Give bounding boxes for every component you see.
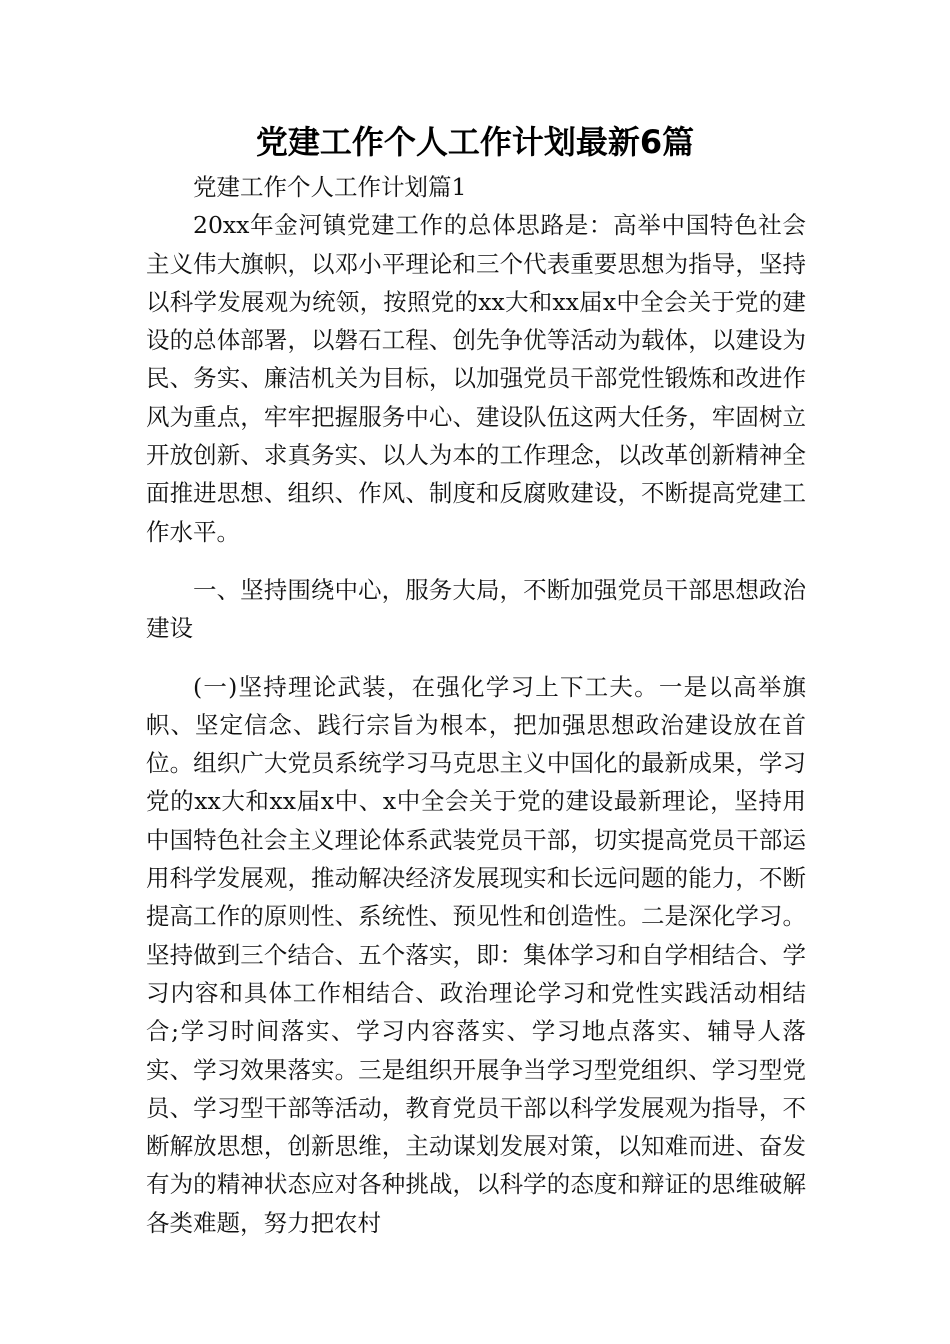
document-body (146, 168, 806, 1242)
paragraph-overview: 20xx年金河镇党建工作的总体思路是：高举中国特色社会主义伟大旗帜，以邓小平理论和三个代表重要思想为指导，坚持以科学发展观为统领，按照党的xx大和xx届x中全会关于党的建设的总体部署，以磐石工程、创先争优等活动为载体，以建设为民、务实、廉洁机关为目标，以加强党员干部党性锻炼和改进作风为重点，牢牢把握服务中心、建设队伍这两大任务，牢固树立开放创新、求真务实、以人为本的工作理念，以改革创新精神全面推进思想、组织、作风、制度和反腐败建设，不断提高党建工作水平。 (146, 211, 806, 546)
paragraph-heading-one: 一、坚持围绕中心，服务大局，不断加强党员干部思想政治建设 (146, 575, 806, 643)
document-title: 党建工作个人工作计划最新6篇 (255, 123, 695, 161)
section-heading: 党建工作个人工作计划篇1 (193, 173, 467, 201)
paragraph-theory: (一)坚持理论武装，在强化学习上下工夫。一是以高举旗帜、坚定信念、践行宗旨为根本，把加强思想政治建设放在首位。组织广大党员系统学习马克思主义中国化的最新成果，学习党的xx大和xx届x中、x中全会关于党的建设最新理论，坚持用中国特色社会主义理论体系武装党员干部，切实提高党员干部运用科学发展观，推动解决经济发展现实和长远问题的能力，不断提高工作的原则性、系统性、预见性和创造性。二是深化学习。坚持做到三个结合、五个落实，即：集体学习和自学相结合、学习内容和具体工作相结合、政治理论学习和党性实践活动相结合;学习时间落实、学习内容落实、学习地点落实、辅导人落实、学习效果落实。三是组织开展争当学习型党组织、学习型党员、学习型干部等活动，教育党员干部以科学发展观为指导，不断解放思想，创新思维，主动谋划发展对策，以知难而进、奋发有为的精神状态应对各种挑战，以科学的态度和辩证的思维破解各类难题，努力把农村 (146, 672, 806, 1237)
